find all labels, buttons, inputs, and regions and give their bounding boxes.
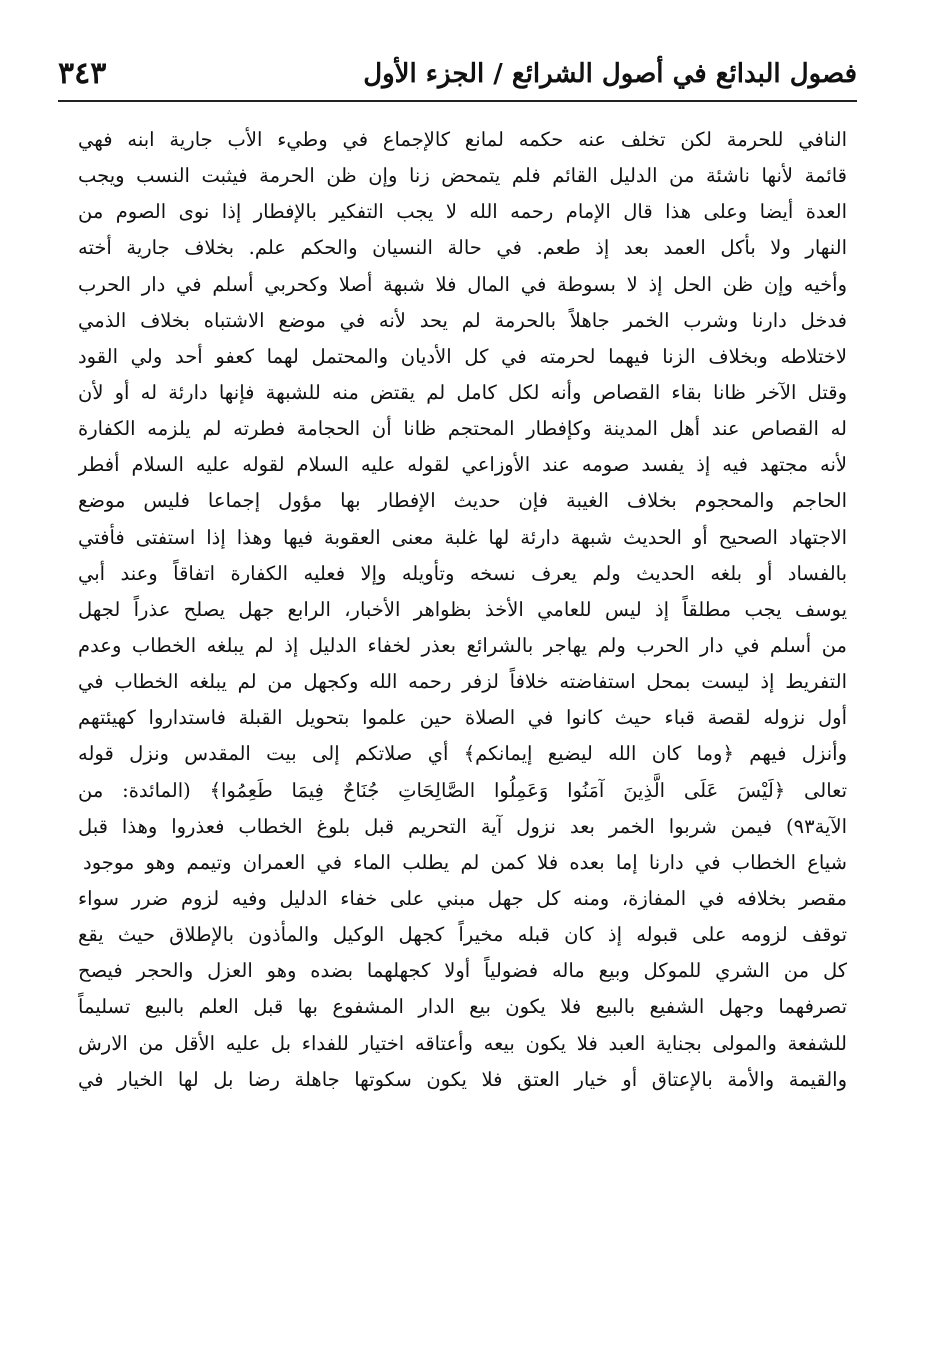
page-number: ٣٤٣: [58, 56, 107, 91]
text-line: التفريط إذ ليست بمحل استفاضته خلافاً لزفر رحمه الله وكجهل من لم يبلغه الخطاب في: [78, 670, 847, 694]
text-line: بالفساد أو بلغه الحديث ولم يعرف نسخه وتأويله وإلا فعليه الكفارة اتفاقاً وعند أبي: [78, 561, 847, 585]
text-line: النهار ولا بأكل العمد بعد إذ طعم. في حالة النسيان والحكم علم. بخلاف جارية أخته: [78, 236, 847, 260]
text-line: من أسلم في دار الحرب ولم يهاجر بالشرائع بعذر لخفاء الدليل إذ لم يبلغه الخطاب وعدم: [78, 633, 847, 657]
text-line: لأنه مجتهد فيه إذ يفسد صومه عند الأوزاعي لقوله عليه السلام لقوله عليه السلام أفطر: [78, 453, 847, 477]
text-line: والقيمة والأمة بالإعتاق أو خيار العتق فلا يكون سكوتها جاهلة رضا بل لها الخيار في: [78, 1067, 847, 1091]
body-text: [78, 122, 847, 1098]
text-line: لاختلاطه وبخلاف الزنا فيهما لحرمته في كل الأديان والمحتمل لهما كعفو أحد ولي القود: [78, 344, 847, 368]
text-line: النافي للحرمة لكن تخلف عنه حكمه لمانع كالإجماع في وطيء الأب جارية ابنه فهي: [78, 128, 847, 151]
text-line: وأخيه وإن ظن الحل إذ لا بسوطة في المال فلا شبهة أصلا وكحربي أسلم في دار الحرب: [78, 272, 847, 296]
header-rule: [58, 100, 857, 102]
text-line: له القصاص عند أهل المدينة وكإفطار المحتجم ظانا أن الحجامة فطرته لم يلزمه الكفارة: [78, 417, 847, 441]
quran-verse-line: تعالى ﴿لَيْسَ عَلَى الَّذِينَ آمَنُوا وَعَمِلُوا الصَّالِحَاتِ جُنَاحٌ فِيمَا طَعِمُوا﴾ (المائدة: من: [78, 778, 847, 802]
text-line: الآية٩٣) فيمن شربوا الخمر بعد نزول آية التحريم قبل بلوغ الخطاب فعذروا وهذا قبل: [78, 814, 847, 838]
text-line: تصرفهما وجهل الشفيع بالبيع فلا يكون بيع الدار المشفوع بها قبل العلم بالبيع تسليماً: [78, 995, 847, 1019]
text-line: الاجتهاد الصحيح أو الحديث شبهة دارئة لها غلبة معنى العقوبة فيها وهذا إذا استفتى فأفتي: [78, 525, 847, 549]
text-line: توقف لزومه على قبوله إذ كان قبله مخيراً كجهل الوكيل والمأذون بالإطلاق حيث يقع: [78, 923, 847, 947]
text-line: يوسف يجب مطلقاً إذ ليس للعامي الأخذ بظواهر الأخبار، الرابع جهل يصلح عذراً لجهل: [78, 597, 847, 621]
page-header: [58, 52, 857, 112]
text-line: وقتل الآخر ظانا بقاء القصاص وأنه لكل كامل لم يقتض منه للشبهة فإنها دارئة له أو لأن: [78, 380, 847, 404]
text-line: للشفعة والمولى بجناية العبد فلا يكون بيعه وأعتاقه اختيار للفداء بل عليه الأقل من الارش: [78, 1031, 847, 1055]
quran-verse-line: وأنزل فيهم ﴿وما كان الله ليضيع إيمانكم﴾ أي صلاتكم إلى بيت المقدس ونزل قوله: [78, 742, 847, 766]
text-line: قائمة لأنها ناشئة من الدليل القائم فلم يتمحض زنا وإن ظن الحرمة فيثبت النسب ويجب: [78, 164, 847, 188]
text-line: أول نزوله لقصة قباء حيث كانوا في الصلاة حين علموا بتحويل القبلة فاستداروا كهيئتهم: [78, 706, 847, 730]
text-line: كل من الشري للموكل وبيع ماله فضولياً أولا كجهلهما بضده وهو العزل والحجر فيصح: [78, 959, 847, 983]
text-line: فدخل دارنا وشرب الخمر جاهلاً بالحرمة لم يحد لأنه في موضع الاشتباه بخلاف الذمي: [78, 308, 847, 332]
text-line: العدة أيضا وعلى هذا قال الإمام رحمه الله لا يجب التفكير بالإفطار إذا نوى الصوم من: [78, 200, 847, 224]
text-line: الحاجم والمحجوم بخلاف الغيبة فإن حديث الإفطار بها مؤول إجماعا فليس موضع: [78, 489, 847, 513]
text-line: شياع الخطاب في دارنا إما بعده فلا كمن لم يطلب الماء في العمران وتيمم وهو موجود: [83, 850, 847, 874]
running-title: فصول البدائع في أصول الشرائع / الجزء الأول: [363, 59, 857, 89]
text-line: مقصر بخلافه في المفازة، ومنه كل جهل مبني على خفاء الدليل وفيه لزوم ضرر سواء: [78, 886, 847, 910]
